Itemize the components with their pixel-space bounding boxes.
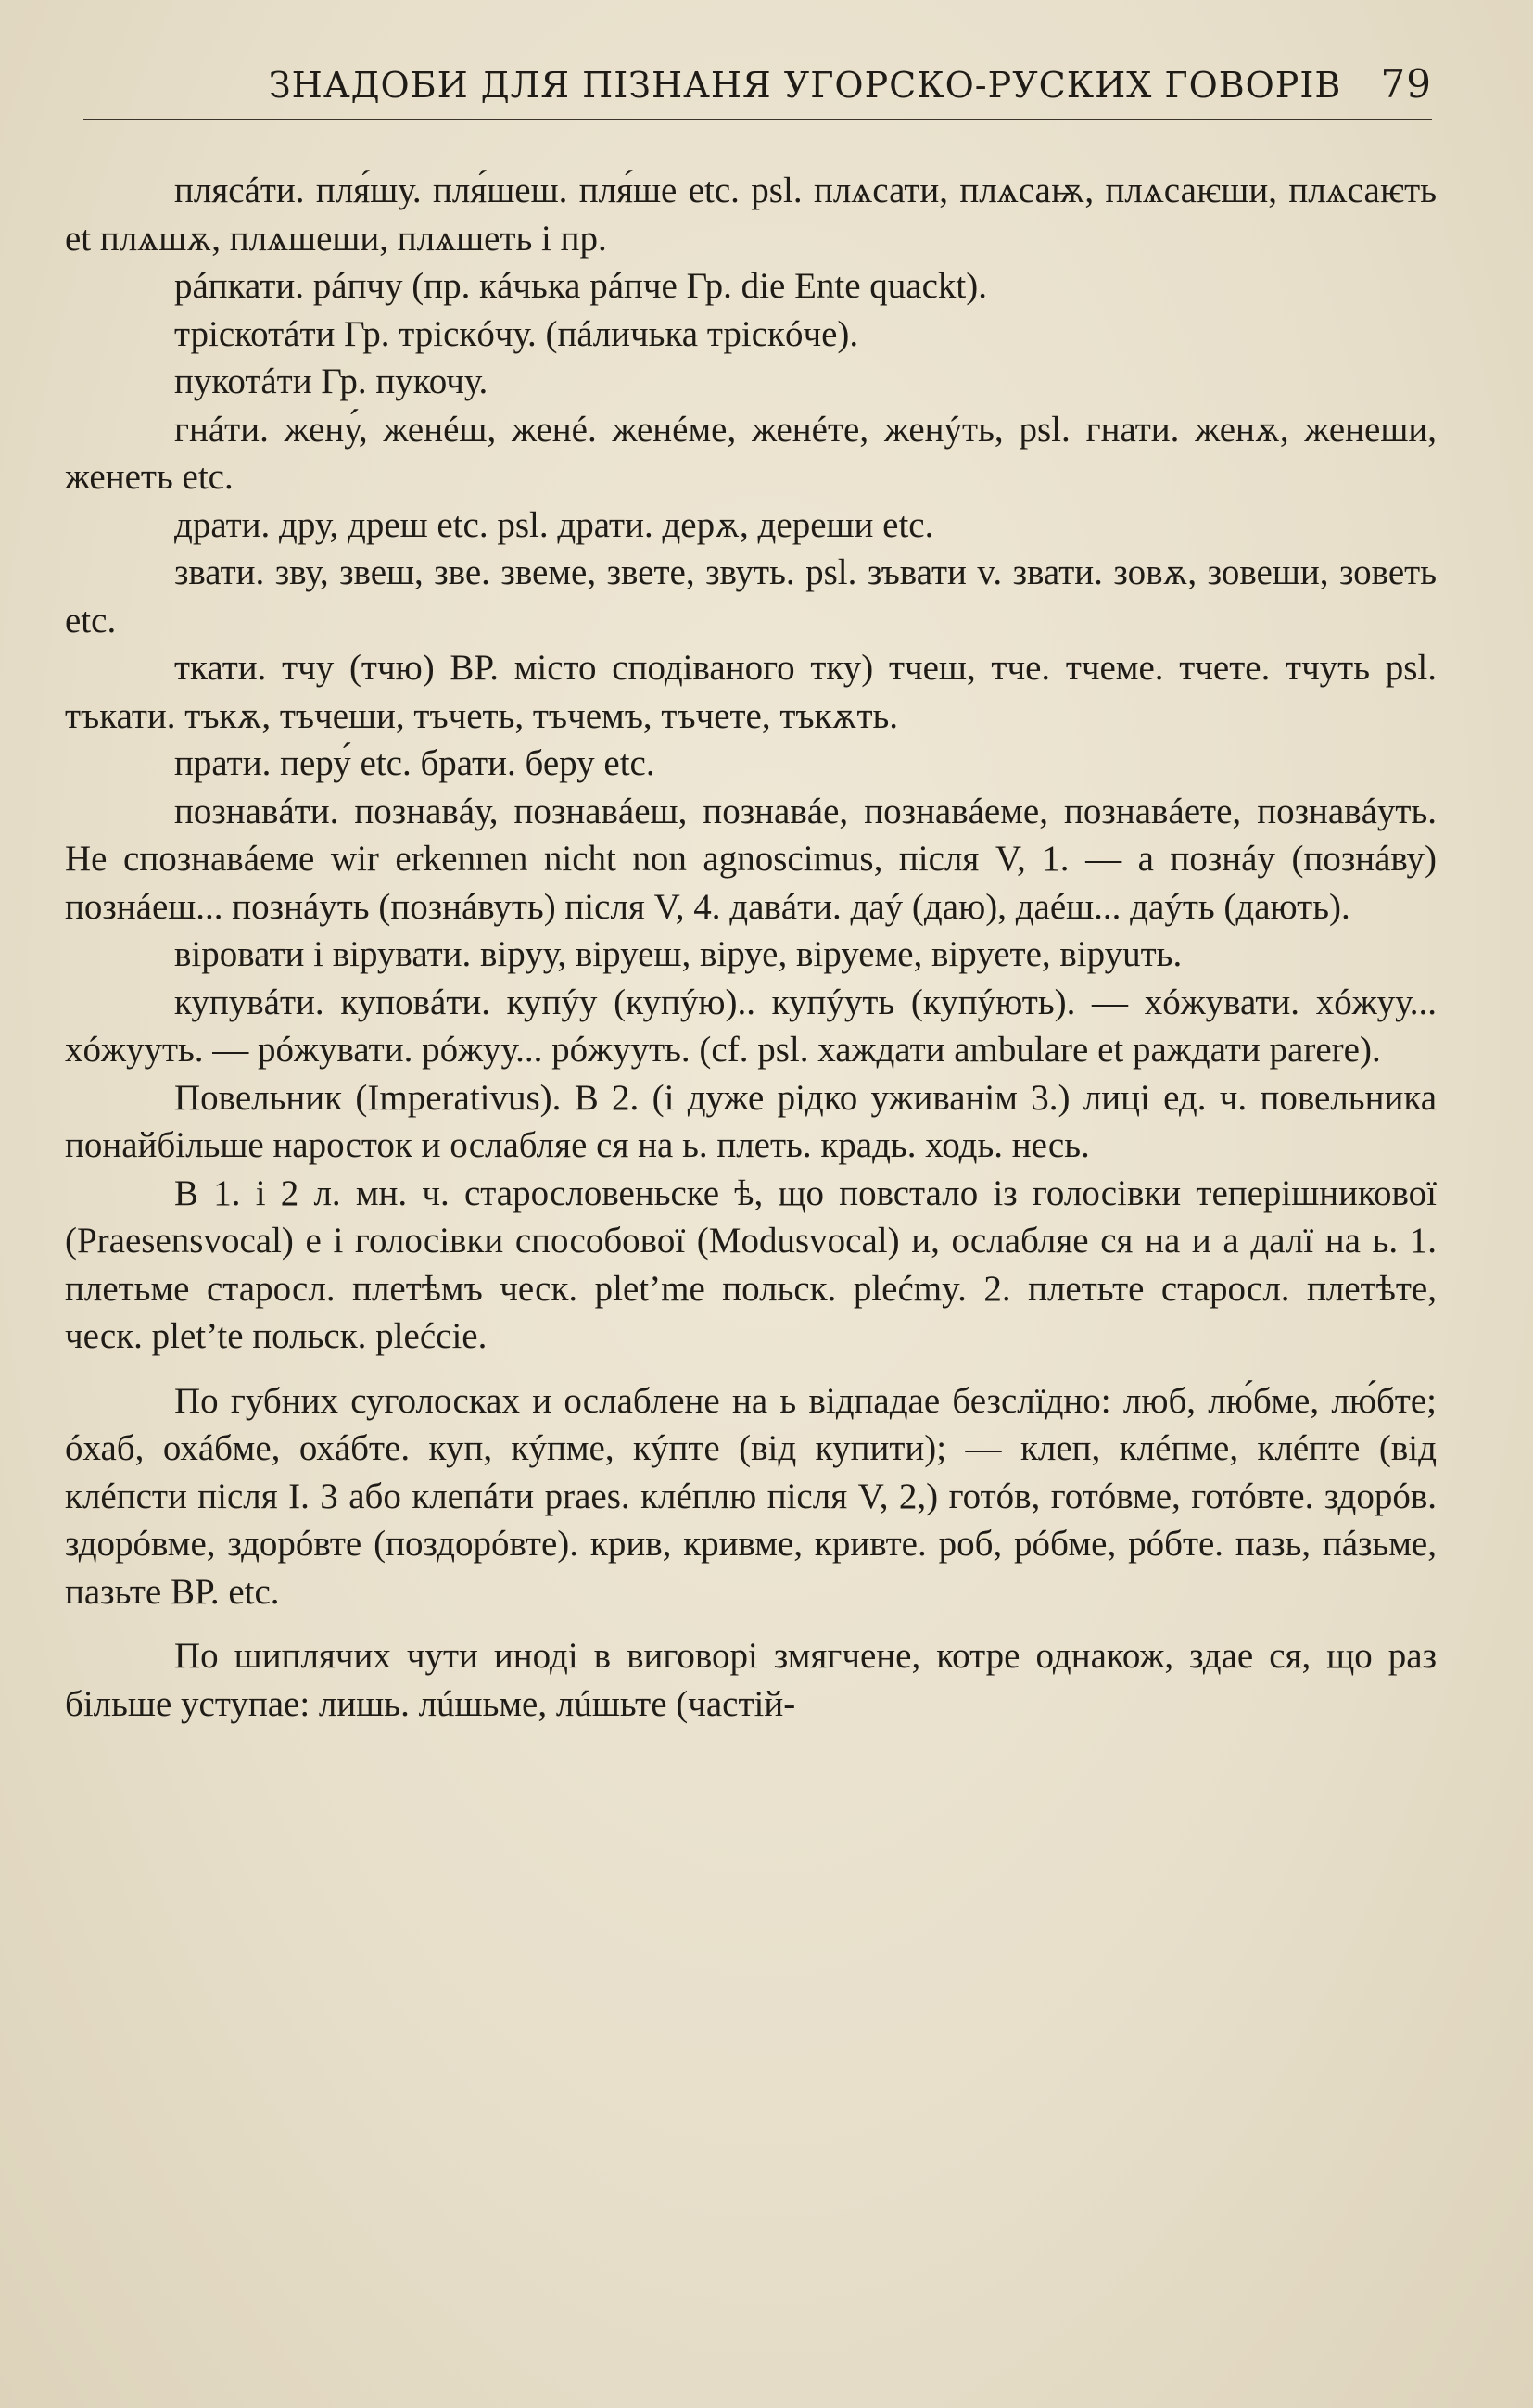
paragraph: купувáти. куповáти. купýу (купýю).. купýуть (купýють). — хóжувати. хóжуу... хóжууть. — рóжувати. рóжуу... рóжууть. (cf. psl. хаждати ambulare et раждати parere). xyxy=(65,982,1437,1070)
paragraph: пукотáти Гр. пукочу. xyxy=(174,361,488,401)
running-head xyxy=(269,57,1432,113)
paragraph: По губних суголосках и ослаблене на ь відпадае безслїдно: люб, лю́бме, лю́бте; óхаб, охáбме, охáбте. куп, кýпме, кýпте (від купити); — клеп, клéпме, клéпте (від клéпсти після I. 3 або клепáти praes. клéплю після V, 2,) готóв, готóвме, готóвте. здорóв. здорóвме, здорóвте (поздорóвте). крив, кривме, кривте. роб, рóбме, рóбте. пазь, пáзьме, пазьте ВР. etc. xyxy=(65,1380,1437,1612)
paragraph: познавáти. познавáу, познавáеш, познавáе, познавáеме, познавáете, познавáуть. Не спознавáеме wir erkennen nicht non agnoscimus, після V, 1. — а познáу (познáву) познáеш... познáуть (познáвуть) після V, 4. давáти. даý (даю), даéш... даýть (дають). xyxy=(65,791,1437,927)
paragraph: ткати. тчу (тчю) ВР. місто сподіваного тку) тчеш, тче. тчеме. тчете. тчуть psl. тъкати. тъкѫ, тъчеши, тъчеть, тъчемъ, тъчете, тъкѫть. xyxy=(65,648,1437,736)
paragraph: По шиплячих чути иноді в виговорі змягчене, котре однакож, здае ся, що раз більше уступае: лишь. лúшьме, лúшьте (частій- xyxy=(65,1636,1437,1724)
running-title: ЗНАДОБИ ДЛЯ ПІЗНАНЯ УГОРСКО-РУСКИХ ГОВОРІВ xyxy=(269,65,1342,106)
paragraph: звати. зву, звеш, зве. звеме, звете, звуть. psl. зъвати v. звати. зовѫ, зовеши, зоветь etc. xyxy=(65,552,1437,640)
body-text xyxy=(65,167,1437,1728)
paragraph: віровати і вірувати. віруу, віруеш, віруе, віруеме, віруете, віруuть. xyxy=(174,934,1183,974)
paragraph: В 1. і 2 л. мн. ч. старословеньске ѣ, що повстало із голосівки теперішникової (Praesensvocal) е і голосівки способової (Modusvocal) и, ослабляе ся на и а далї на ь. 1. плетьме старосл. плетѣмъ ческ. plet’me польск. plećmy. 2. плетьте старосл. плетѣте, ческ. plet’te польск. plećcie. xyxy=(65,1172,1437,1356)
page-number: 79 xyxy=(1380,61,1432,107)
paragraph: плясáти. пля́шу. пля́шеш. пля́ше etc. psl. плѧсати, плѧсаѭ, плѧсаѥши, плѧсаѥть et плѧшѫ, плѧшеши, плѧшеть і пр. xyxy=(65,171,1437,259)
paragraph: гнáти. жену́, женéш, женé. женéме, женéте, женýть, psl. гнати. женѫ, женеши, женеть etc. xyxy=(65,409,1437,497)
paragraph: прати. перу́ etc. брати. беру etc. xyxy=(174,743,655,783)
paragraph: Повельник (Imperativus). В 2. (і дуже рідко уживанім 3.) лиці ед. ч. повельника понайбільше наросток и ослабляе ся на ь. плеть. крадь. ходь. несь. xyxy=(65,1077,1437,1165)
paragraph: рáпкати. рáпчу (пр. кáчька рáпче Гр. die Ente quackt). xyxy=(174,266,987,306)
paragraph: драти. дру, дреш etc. psl. драти. дерѫ, дереши etc. xyxy=(174,504,934,545)
header-rule xyxy=(83,119,1432,120)
paragraph: тріскотáти Гр. тріскóчу. (пáличька тріскóче). xyxy=(174,313,859,354)
